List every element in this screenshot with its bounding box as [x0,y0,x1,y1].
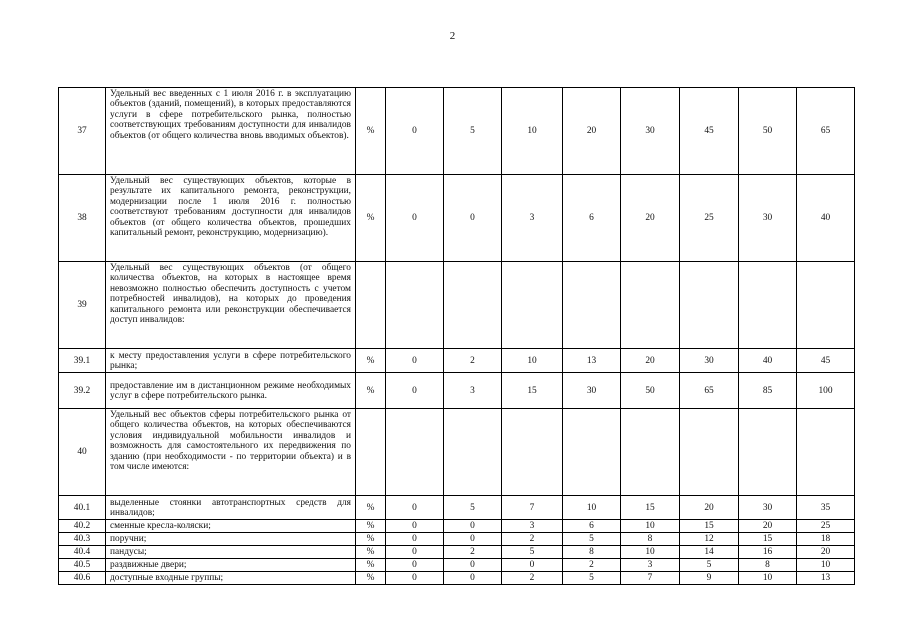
indicator-description: раздвижные двери; [106,559,356,572]
value-cell: 0 [386,559,444,572]
value-cell: 50 [621,373,680,409]
row-number: 40.6 [59,572,106,585]
table-row [59,496,855,520]
table-row [59,88,855,175]
unit: % [356,546,386,559]
value-cell: 40 [739,349,797,373]
value-cell: 40 [797,175,855,262]
value-cell: 0 [444,533,502,546]
value-cell: 8 [739,559,797,572]
value-cell: 20 [621,175,680,262]
value-cell [621,262,680,349]
value-cell: 0 [444,175,502,262]
value-cell: 35 [797,496,855,520]
value-cell: 15 [680,520,739,533]
value-cell: 30 [680,349,739,373]
value-cell: 5 [444,88,502,175]
indicators-table [58,87,855,585]
value-cell: 0 [386,175,444,262]
value-cell: 13 [563,349,621,373]
unit: % [356,349,386,373]
value-cell [797,409,855,496]
row-number: 40.1 [59,496,106,520]
value-cell: 15 [739,533,797,546]
table-row [59,520,855,533]
value-cell: 0 [386,533,444,546]
table-row [59,349,855,373]
value-cell [386,409,444,496]
value-cell: 7 [502,496,563,520]
value-cell: 8 [621,533,680,546]
value-cell: 65 [680,373,739,409]
indicator-description: Удельный вес существующих объектов, которые в результате их капитального ремонта, реконструкции, модернизации после 1 июля 2016 г. полностью соответствуют требованиям доступности для инвалидов объектов (от общего количества объектов, прошедших капитальный ремонт, реконструкцию, модернизацию). [106,175,356,262]
indicator-description: Удельный вес введенных с 1 июля 2016 г. в эксплуатацию объектов (зданий, помещений), в которых предоставляются услуги в сфере потребительского рынка, полностью соответствующих требованиям доступности для инвалидов объектов (от общего количества вновь вводимых объектов). [106,88,356,175]
value-cell: 20 [797,546,855,559]
value-cell [502,262,563,349]
value-cell: 18 [797,533,855,546]
indicator-description: выделенные стоянки автотранспортных средств для инвалидов; [106,496,356,520]
value-cell: 0 [444,572,502,585]
value-cell: 5 [563,533,621,546]
row-number: 39.2 [59,373,106,409]
unit: % [356,373,386,409]
value-cell: 9 [680,572,739,585]
indicator-description: Удельный вес существующих объектов (от общего количества объектов, на которых в настоящее время невозможно полностью обеспечить доступность с учетом потребностей инвалидов), на которых до проведения капитального ремонта или реконструкции обеспечивается доступ инвалидов: [106,262,356,349]
indicator-description: поручни; [106,533,356,546]
row-number: 40.4 [59,546,106,559]
value-cell: 0 [386,88,444,175]
table-row [59,546,855,559]
value-cell: 0 [444,559,502,572]
value-cell: 10 [502,88,563,175]
value-cell: 2 [444,349,502,373]
value-cell: 5 [563,572,621,585]
row-number: 39 [59,262,106,349]
indicator-description: доступные входные группы; [106,572,356,585]
row-number: 40 [59,409,106,496]
value-cell: 10 [563,496,621,520]
row-number: 40.3 [59,533,106,546]
unit: % [356,88,386,175]
value-cell: 3 [444,373,502,409]
value-cell: 30 [563,373,621,409]
row-number: 40.2 [59,520,106,533]
table-row [59,533,855,546]
value-cell: 10 [797,559,855,572]
row-number: 39.1 [59,349,106,373]
value-cell: 20 [739,520,797,533]
value-cell: 5 [680,559,739,572]
value-cell: 5 [444,496,502,520]
value-cell: 6 [563,520,621,533]
value-cell: 14 [680,546,739,559]
value-cell: 20 [680,496,739,520]
table-row [59,175,855,262]
value-cell: 10 [739,572,797,585]
value-cell: 30 [739,175,797,262]
value-cell: 0 [444,520,502,533]
indicator-description: пандусы; [106,546,356,559]
value-cell: 0 [386,520,444,533]
value-cell [502,409,563,496]
value-cell: 16 [739,546,797,559]
value-cell [680,409,739,496]
value-cell: 12 [680,533,739,546]
table-row [59,373,855,409]
value-cell [621,409,680,496]
value-cell: 3 [621,559,680,572]
indicator-description: к месту предоставления услуги в сфере потребительского рынка; [106,349,356,373]
value-cell [563,262,621,349]
value-cell [386,262,444,349]
value-cell: 0 [386,572,444,585]
value-cell: 25 [680,175,739,262]
value-cell: 0 [502,559,563,572]
value-cell: 85 [739,373,797,409]
value-cell: 100 [797,373,855,409]
value-cell: 13 [797,572,855,585]
value-cell: 30 [621,88,680,175]
page-number: 2 [449,30,456,42]
unit: % [356,496,386,520]
unit [356,409,386,496]
value-cell: 15 [502,373,563,409]
table-row [59,572,855,585]
value-cell: 45 [680,88,739,175]
row-number: 38 [59,175,106,262]
indicator-description: предоставление им в дистанционном режиме необходимых услуг в сфере потребительского рынка. [106,373,356,409]
value-cell: 6 [563,175,621,262]
value-cell [739,262,797,349]
value-cell [797,262,855,349]
table-row [59,262,855,349]
value-cell: 0 [386,546,444,559]
value-cell: 2 [444,546,502,559]
value-cell: 10 [621,546,680,559]
unit [356,262,386,349]
unit: % [356,533,386,546]
value-cell: 3 [502,175,563,262]
value-cell [444,262,502,349]
unit: % [356,572,386,585]
table-row [59,409,855,496]
row-number: 37 [59,88,106,175]
value-cell: 0 [386,496,444,520]
value-cell: 3 [502,520,563,533]
value-cell [563,409,621,496]
indicator-description: сменные кресла-коляски; [106,520,356,533]
unit: % [356,559,386,572]
row-number: 40.5 [59,559,106,572]
value-cell [444,409,502,496]
value-cell: 50 [739,88,797,175]
value-cell: 65 [797,88,855,175]
value-cell: 8 [563,546,621,559]
value-cell: 45 [797,349,855,373]
value-cell: 15 [621,496,680,520]
value-cell: 0 [386,373,444,409]
value-cell: 20 [621,349,680,373]
value-cell: 10 [621,520,680,533]
value-cell: 2 [563,559,621,572]
value-cell [739,409,797,496]
value-cell: 0 [386,349,444,373]
indicator-description: Удельный вес объектов сферы потребительского рынка от общего количества объектов, на которых обеспечиваются условия индивидуальной мобильности инвалидов и возможность для самостоятельного их передвижения по зданию (при необходимости - по территории объекта) и в том числе имеются: [106,409,356,496]
table-row [59,559,855,572]
unit: % [356,175,386,262]
value-cell: 20 [563,88,621,175]
value-cell: 7 [621,572,680,585]
unit: % [356,520,386,533]
value-cell: 2 [502,533,563,546]
value-cell: 2 [502,572,563,585]
value-cell: 10 [502,349,563,373]
value-cell [680,262,739,349]
value-cell: 5 [502,546,563,559]
value-cell: 30 [739,496,797,520]
value-cell: 25 [797,520,855,533]
